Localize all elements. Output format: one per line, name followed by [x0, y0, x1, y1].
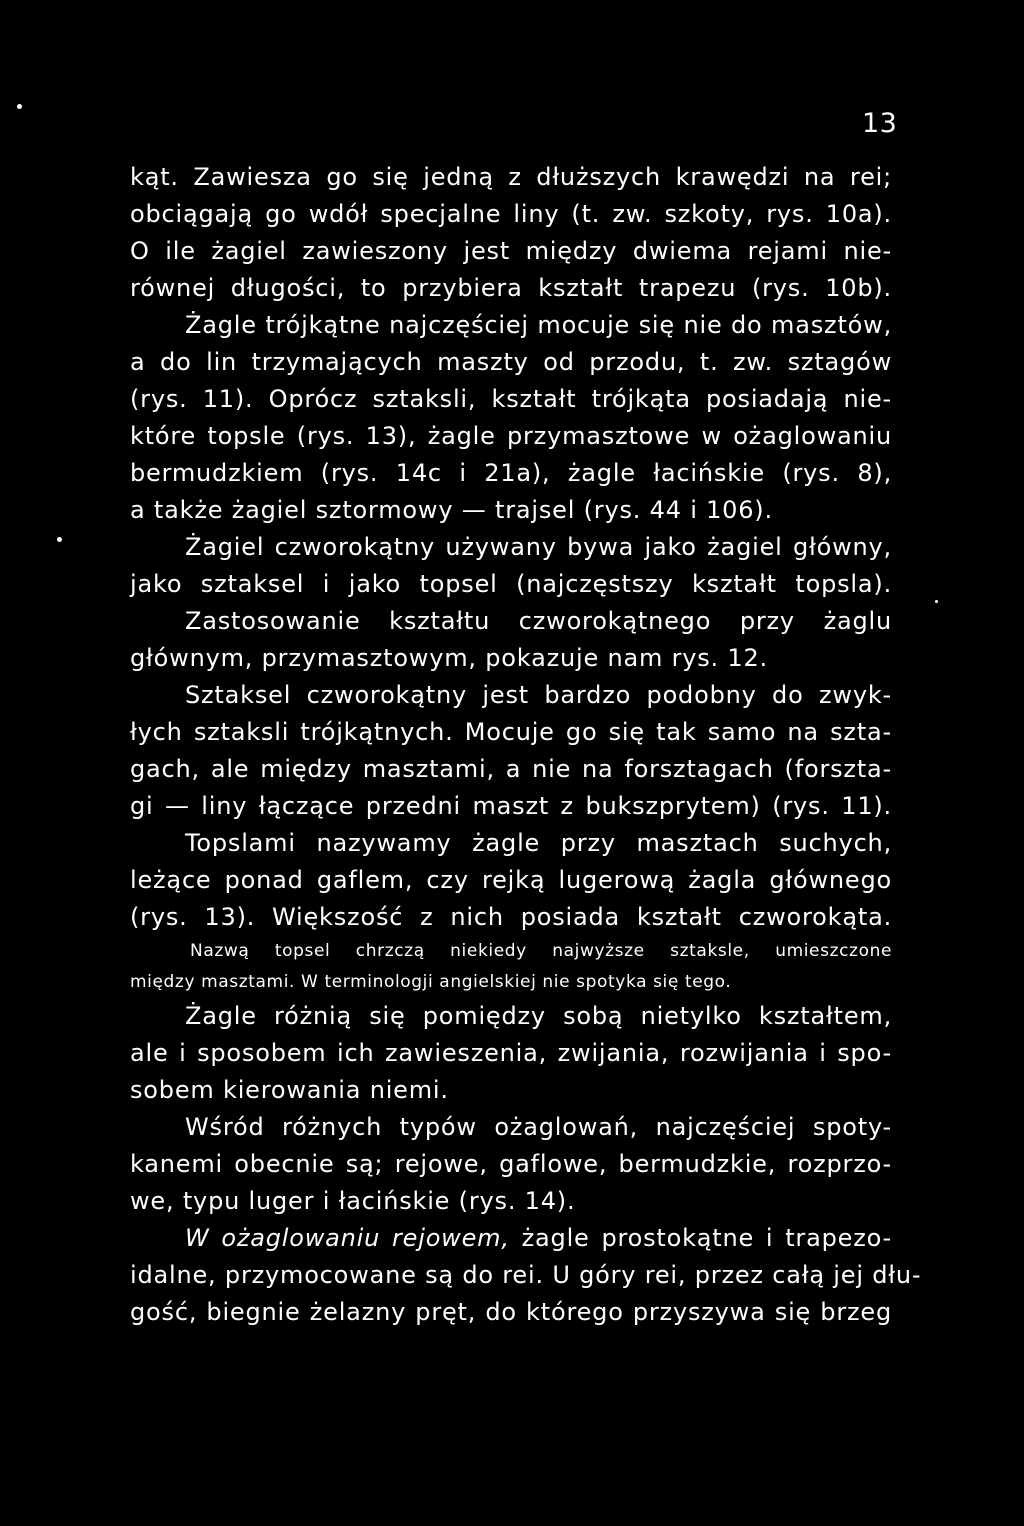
footnote — [130, 936, 892, 998]
text-line: ale i sposobem ich zawieszenia, zwijania, rozwijania i spo- — [130, 1039, 892, 1067]
italic-phrase: W ożaglowaniu rejowem, — [185, 1224, 510, 1252]
text-line: bermudzkiem (rys. 14c i 21a), żagle łacińskie (rys. 8), — [130, 459, 892, 487]
text-line: sobem kierowania niemi. — [130, 1076, 449, 1104]
text-line: Zastosowanie kształtu czworokątnego przy żaglu — [185, 607, 892, 635]
scan-speck — [57, 537, 62, 542]
text-line: obciągają go wdół specjalne liny (t. zw. szkoty, rys. 10a). — [130, 200, 892, 228]
text-line — [130, 1220, 892, 1257]
text-line: głównym, przymasztowym, pokazuje nam rys. 12. — [130, 644, 768, 672]
footnote-line: Nazwą topsel chrzczą niekiedy najwyższe sztaksle, umieszczone — [190, 941, 892, 961]
text-line: gach, ale między masztami, a nie na forsztagach (forszta- — [130, 755, 892, 783]
text-line: które topsle (rys. 13), żagle przymasztowe w ożaglowaniu — [130, 422, 892, 450]
text-line: we, typu luger i łacińskie (rys. 14). — [130, 1187, 576, 1215]
text-line: łych sztaksli trójkątnych. Mocuje go się tak samo na szta- — [130, 718, 892, 746]
scan-speck — [935, 600, 938, 603]
text-line: (rys. 11). Oprócz sztaksli, kształt trójkąta posiadają nie- — [130, 385, 892, 413]
text-line: Żagle różnią się pomiędzy sobą nietylko kształtem, — [185, 1002, 892, 1030]
text-line: Topslami nazywamy żagle przy masztach suchych, — [185, 829, 892, 857]
page-number: 13 — [862, 108, 898, 139]
footnote-line: między masztami. W terminologji angielskiej nie spotyka się tego. — [130, 972, 732, 992]
text-line: równej długości, to przybiera kształt trapezu (rys. 10b). — [130, 274, 892, 302]
text-line: kanemi obecnie są; rejowe, gaflowe, bermudzkie, rozprzo- — [130, 1150, 892, 1178]
text-line: Żagiel czworokątny używany bywa jako żagiel główny, — [185, 533, 892, 561]
text-line: jako sztaksel i jako topsel (najczęstszy kształt topsla). — [130, 570, 892, 598]
text-line: gi — liny łączące przedni maszt z bukszprytem) (rys. 11). — [130, 792, 892, 820]
text-line: a do lin trzymających maszty od przodu, t. zw. sztagów — [130, 348, 892, 376]
text-line: O ile żagiel zawieszony jest między dwiema rejami nie- — [130, 237, 892, 265]
scan-speck — [17, 104, 22, 109]
text-line: kąt. Zawiesza go się jedną z dłuższych krawędzi na rei; — [130, 163, 892, 191]
text-line: leżące ponad gaflem, czy rejką lugerową żagla głównego — [130, 866, 892, 894]
text-line: idalne, przymocowane są do rei. U góry rei, przez całą jej dłu- — [130, 1261, 922, 1289]
text-line: Żagle trójkątne najczęściej mocuje się nie do masztów, — [185, 311, 892, 339]
text-line: gość, biegnie żelazny pręt, do którego przyszywa się brzeg — [130, 1298, 892, 1326]
text-line: (rys. 13). Większość z nich posiada kształt czworokąta. — [130, 903, 892, 931]
body-text — [130, 159, 922, 1331]
text-line: Sztaksel czworokątny jest bardzo podobny do zwyk- — [185, 681, 892, 709]
text-line: Wśród różnych typów ożaglowań, najczęściej spoty- — [185, 1113, 892, 1141]
text-phrase: żagle prostokątne i trapezo- — [521, 1224, 892, 1252]
text-line: a także żagiel sztormowy — trajsel (rys. 44 i 106). — [130, 496, 773, 524]
